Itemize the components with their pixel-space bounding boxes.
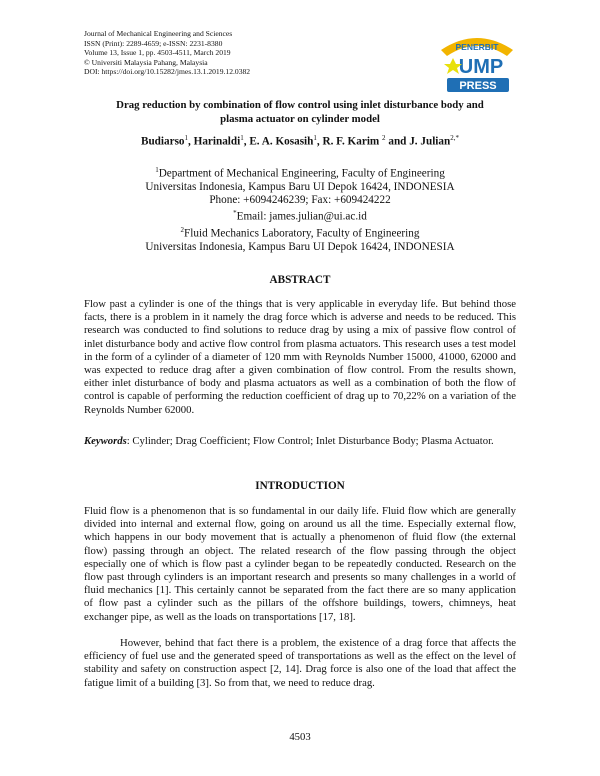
- ump-press-logo: [437, 28, 517, 98]
- journal-copyright: © Universiti Malaysia Pahang, Malaysia: [84, 57, 208, 67]
- affiliations: [84, 164, 516, 254]
- title-line-2: plasma actuator on cylinder model: [220, 113, 380, 125]
- affiliation-department: [84, 164, 516, 181]
- author-name: E. A. Kosasih: [249, 135, 314, 148]
- journal-doi: DOI: https://doi.org/10.15282/jmes.13.1.2019.12.0382: [84, 67, 251, 77]
- author-separator: ,: [243, 135, 250, 148]
- abstract-heading: ABSTRACT: [269, 274, 331, 286]
- intro-paragraph-2: However, behind that fact there is a problem, the existence of a drag force that affects the efficiency of fuel use and the generated speed of transportations as well as the effect on the level of stability and safety on construction aspect [2, 14]. Drag force is also one of the load that affect the fatigue limit of a building [3]. So from that, we need to reduce drag.: [84, 637, 516, 689]
- author-separator: and: [385, 135, 410, 148]
- introduction-heading: INTRODUCTION: [255, 480, 345, 492]
- title-line-1: Drag reduction by combination of flow control using inlet disturbance body and: [116, 99, 484, 111]
- intro-paragraph-1: Fluid flow is a phenomenon that is so fundamental in our daily life. Fluid flow which are generally divided into internal and external flow, going on around us all the time. Especially external flow, which happens in our body movement that is actually a phenomenon of fluid flow (the external flow) passing through an object. The related research of the flow passing through the object especially one of which is flow past a cylinder began to be repeatedly conducted. Research on the flow past through cylinders is an important research and presents so many challenges in a world of fluid mechanics [1]. This certainly cannot be separated from the fact there are so many application of flow past a cylinder such as the pillars of the offshore buildings, towers, chimneys, heat exchanger pipe, as well as the loads on transportations [17, 18].: [84, 505, 516, 623]
- contact-phone: Phone: +6094246239; Fax: +609424222: [209, 194, 391, 207]
- logo-top-text: PENERBIT: [455, 42, 499, 52]
- page-number: 4503: [289, 731, 311, 743]
- author-affiliation-mark: 1: [313, 134, 317, 142]
- journal-issn: ISSN (Print): 2289-4659; e-ISSN: 2231-8380: [84, 38, 223, 48]
- affiliation-mark: 1: [155, 166, 159, 174]
- author-separator: ,: [188, 135, 194, 148]
- author-name: J. Julian: [409, 135, 451, 148]
- author-name: R. F. Karim: [322, 135, 383, 148]
- affiliation-university: Universitas Indonesia, Kampus Baru UI Depok 16424, INDONESIA: [145, 180, 455, 193]
- affiliation-mark: 2: [180, 226, 185, 235]
- logo-main-text: UMP: [458, 56, 504, 78]
- email-text: Email: james.julian@ui.ac.id: [236, 211, 367, 224]
- journal-header: [84, 29, 414, 77]
- author-affiliation-mark: 1: [184, 134, 189, 142]
- keywords-text: : Cylinder; Drag Coefficient; Flow Control; Inlet Disturbance Body; Plasma Actuator.: [126, 435, 494, 447]
- affiliation-text: Fluid Mechanics Laboratory, Faculty of Engineering: [184, 228, 420, 241]
- logo-bottom-text: PRESS: [459, 80, 497, 92]
- author-name: Harinaldi: [193, 135, 241, 148]
- affiliation-lab: [84, 224, 516, 241]
- author-affiliation-mark: 2,*: [450, 134, 459, 142]
- affiliation-university: Universitas Indonesia, Kampus Baru UI Depok 16424, INDONESIA: [145, 241, 455, 254]
- journal-name: Journal of Mechanical Engineering and Sciences: [84, 29, 233, 38]
- abstract-text: Flow past a cylinder is one of the things that is very applicable in everyday life. But behind those facts, there is a problem in it namely the drag force which is adverse and needs to be reduced. This research was conducted to find solutions to reduce drag by using a mix of passive flow control of inlet disturbance body and active flow control from plasma actuators. This research uses a test model in the form of a cylinder of a diameter of 120 mm with Reynolds Number 15000, 41000, 62000 and was expected to reduce drag after a given combination of flow control. From the results shown, either inlet disturbance of body and plasma actuators as well as a combination of both the flow of control is capable of performing the reduction coefficient of drag up to 70,22% on a variation of the Reynolds Number 62000.: [84, 298, 516, 416]
- author-list: [84, 134, 516, 148]
- author-affiliation-mark: 1: [240, 134, 244, 142]
- keywords: [84, 435, 516, 448]
- keywords-label: Keywords: [84, 435, 127, 447]
- affiliation-text: Department of Mechanical Engineering, Faculty of Engineering: [158, 167, 445, 180]
- corresponding-mark: *: [233, 209, 237, 218]
- contact-email: [84, 207, 516, 224]
- author-separator: ,: [316, 135, 323, 148]
- author-name: Budiarso: [141, 135, 185, 148]
- author-affiliation-mark: 2: [382, 134, 386, 142]
- journal-volume: Volume 13, Issue 1, pp. 4503-4511, March 2019: [84, 48, 231, 58]
- paper-title: [84, 98, 516, 126]
